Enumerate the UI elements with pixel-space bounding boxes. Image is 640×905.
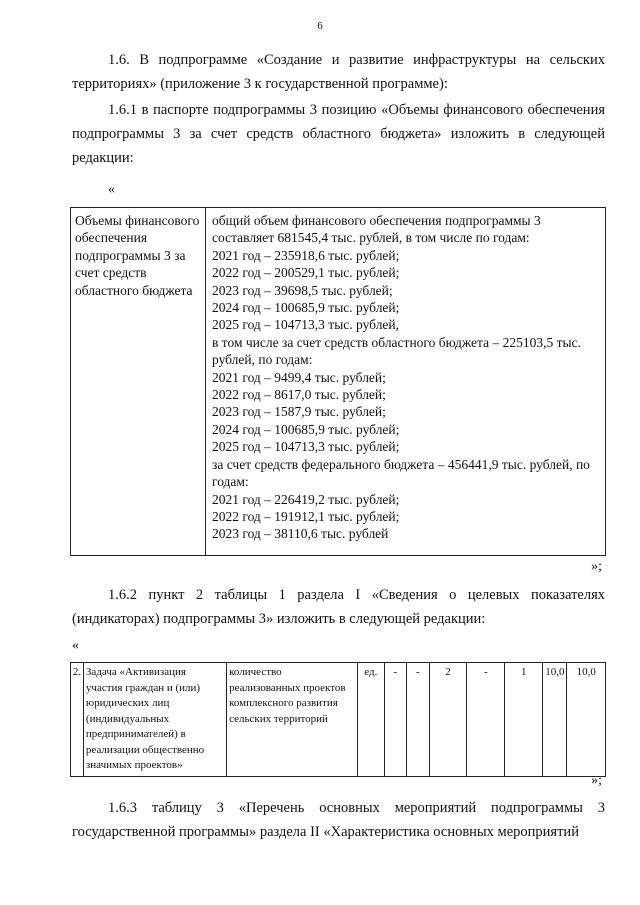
finance-table — [70, 207, 606, 556]
finance-label-cell: Объемы финансового обеспечения подпрограммы 3 за счет средств областного бюджета — [71, 208, 206, 556]
paragraph-1-6-2: 1.6.2 пункт 2 таблицы 1 раздела I «Сведения о целевых показателях (индикаторах) подпрограммы 3» изложить в следующей редакции: — [72, 587, 605, 627]
unit-cell: ед. — [357, 663, 384, 777]
finance-line: составляет 681545,4 тыс. рублей, в том числе по годам: — [212, 230, 530, 246]
finance-line: в том числе за счет средств областного бюджета – 225103,5 тыс. рублей, по годам: — [212, 334, 581, 368]
value-cell: - — [384, 663, 406, 777]
finance-line: 2023 год – 39698,5 тыс. рублей; — [212, 282, 393, 298]
indicator-table — [70, 662, 606, 777]
paragraph-1-6-3: 1.6.3 таблицу 3 «Перечень основных мероприятий подпрограммы 3 государственной программы» раздела II «Характеристика основных мероприятий — [72, 800, 605, 840]
quote-open: « — [108, 182, 115, 197]
task-cell: Задача «Активизация участия граждан и (или) юридических лиц (индивидуальных предпринимателей) в реализации общественно значимых проектов» — [83, 663, 226, 777]
value-cell: 10,0 — [543, 663, 567, 777]
finance-line: 2024 год – 100685,9 тыс. рублей; — [212, 300, 400, 316]
value-cell: 10,0 — [567, 663, 606, 777]
table-row — [71, 663, 606, 777]
finance-line: 2021 год – 235918,6 тыс. рублей; — [212, 247, 400, 263]
value-cell: - — [467, 663, 505, 777]
finance-line: 2024 год – 100685,9 тыс. рублей; — [212, 421, 400, 437]
quote-close: »; — [591, 773, 602, 788]
finance-line: 2022 год – 200529,1 тыс. рублей; — [212, 265, 400, 281]
finance-line: общий объем финансового обеспечения подпрограммы 3 — [212, 213, 541, 228]
value-cell: - — [407, 663, 429, 777]
finance-line: 2021 год – 226419,2 тыс. рублей; — [212, 491, 400, 507]
paragraph-1-6-1: 1.6.1 в паспорте подпрограммы 3 позицию «Объемы финансового обеспечения подпрограммы 3 за счет средств областного бюджета» изложить в следующей редакции: — [72, 102, 605, 166]
finance-line: 2022 год – 8617,0 тыс. рублей; — [212, 387, 386, 403]
finance-line: 2021 год – 9499,4 тыс. рублей; — [212, 369, 386, 385]
paragraph-1-6: 1.6. В подпрограмме «Создание и развитие инфраструктуры на сельских территориях» (приложение 3 к государственной программе): — [72, 52, 605, 92]
finance-line: 2025 год – 104713,3 тыс. рублей; — [212, 439, 400, 455]
finance-line: 2023 год – 1587,9 тыс. рублей; — [212, 404, 386, 420]
finance-line: за счет средств федерального бюджета – 456441,9 тыс. рублей, по годам: — [212, 456, 590, 490]
finance-line: 2022 год – 191912,1 тыс. рублей; — [212, 508, 400, 524]
page-number: 6 — [317, 20, 323, 32]
value-cell: 2 — [429, 663, 467, 777]
row-number: 2. — [71, 663, 84, 777]
value-cell: 1 — [505, 663, 543, 777]
table-row — [71, 208, 606, 556]
finance-line: 2023 год – 38110,6 тыс. рублей — [212, 526, 389, 542]
quote-close: »; — [591, 559, 602, 574]
indicator-cell: количество реализованных проектов комплексного развития сельских территорий — [227, 663, 358, 777]
quote-open: « — [72, 638, 79, 653]
finance-line: 2025 год – 104713,3 тыс. рублей, — [212, 317, 400, 333]
finance-details-cell — [206, 208, 606, 556]
